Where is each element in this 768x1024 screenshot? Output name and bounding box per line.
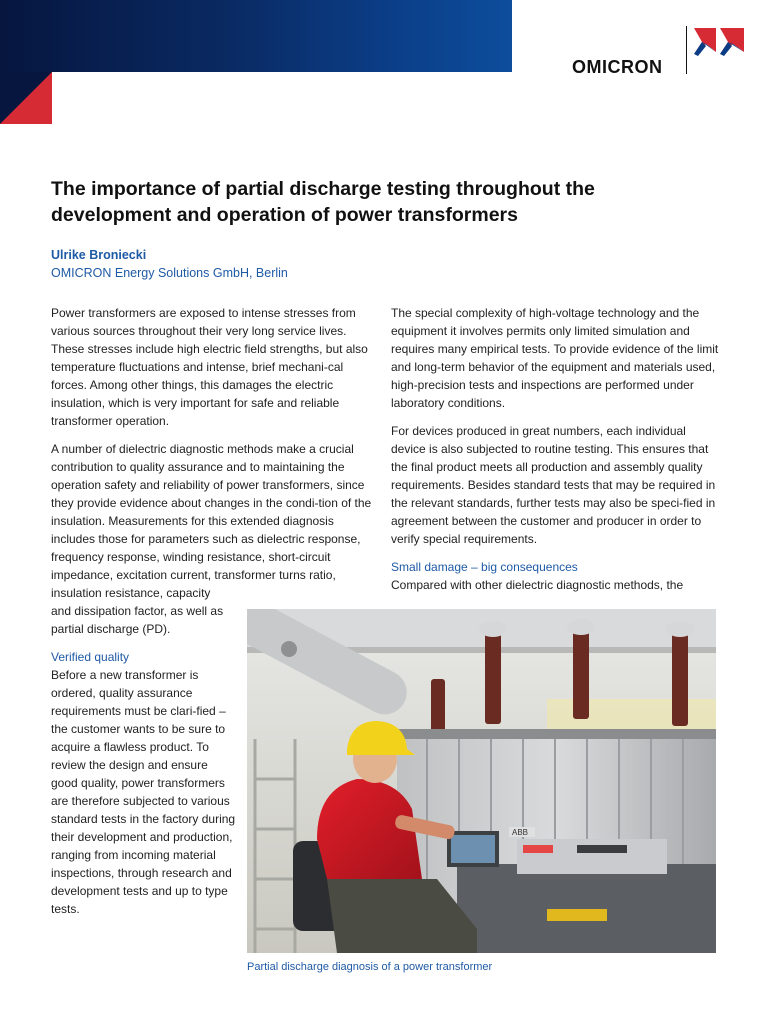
logo-wordmark: OMICRON [572, 57, 663, 77]
right-paragraph-2: For devices produced in great numbers, each individual device is also subjected to routine testing. This ensures that the final product meets all production and assembly quality requirements. Besides standard tests that may be required in the relevant standards, further tests may also be speci-fied in agreement between the customer and producer in order to verify special requirements. [391, 424, 716, 546]
article-title: The importance of partial discharge testing throughout the development and operation of power transformers [51, 178, 595, 226]
logo-divider [686, 26, 687, 74]
section-heading-small-damage: Small damage – big consequences [391, 560, 578, 574]
right-paragraph-1: The special complexity of high-voltage technology and the equipment it involves permits only limited simulation and requires many empirical tests. To provide evidence of the limit and long-term behavior of the equipment and materials used, high-precision tests and inspections are performed under laboratory conditions. [391, 306, 719, 410]
abb-label: ABB [512, 828, 529, 837]
omicron-logo [572, 24, 747, 76]
author-affiliation: OMICRON Energy Solutions GmbH, Berlin [51, 266, 288, 280]
red-accent-triangle [0, 72, 52, 124]
right-column [391, 304, 721, 604]
left-paragraph-2: A number of dielectric diagnostic methods make a crucial contribution to quality assurance and to maintaining the operation safety and reliability of power transformers, since they provide evidence about changes in the condi-tion of the insulation. Measurements for this extended diagnosis includes those for parameters such as dielectric response, frequency response, winding resistance, short-circuit impedance, excitation current, transformer turns ratio, insulation resistance, capacity [51, 442, 372, 600]
transformer-test-photo [247, 609, 716, 953]
photo-caption: Partial discharge diagnosis of a power transformer [247, 961, 493, 973]
header-banner [0, 0, 512, 72]
omicron-mark-icon [690, 24, 748, 58]
left-paragraph-3: Before a new transformer is ordered, quality assurance requirements must be clari-fied – the customer wants to be sure to acquire a flawless product. To review the design and ensure good quality, power transformers are therefore subjected to various standard tests in the factory during their development and production, ranging from incoming material inspections, through research and development tests and up to type tests. [51, 668, 236, 916]
author-name: Ulrike Broniecki [51, 248, 147, 262]
section-heading-verified-quality: Verified quality [51, 650, 130, 664]
left-paragraph-2-continued: and dissipation factor, as well as partial discharge (PD). [51, 604, 224, 636]
transformer-scene-illustration [247, 609, 716, 953]
left-paragraph-1: Power transformers are exposed to intense stresses from various sources throughout their very long service lives. These stresses include high electric field strengths, but also temperature fluctuations and intense, brief mechani-cal forces. Among other things, this damages the electric insulation, which is very important for safe and reliable transformer operation. [51, 306, 368, 428]
right-paragraph-3: Compared with other dielectric diagnostic methods, the [391, 578, 684, 592]
